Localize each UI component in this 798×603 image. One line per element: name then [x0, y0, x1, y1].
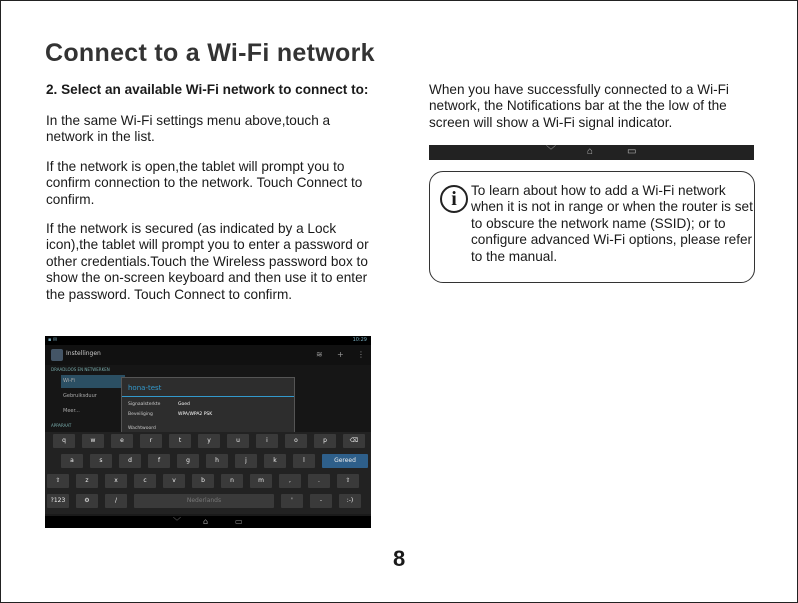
home-icon[interactable]: ⌂ — [203, 517, 209, 526]
paragraph-open-network: If the network is open,the tablet will prompt you to confirm connection to the network. Touch Connect to confirm. — [46, 159, 363, 207]
settings-action-bar — [45, 345, 371, 366]
add-network-icon: + — [337, 350, 344, 359]
keyboard-key[interactable]: Gereed — [322, 454, 368, 468]
dialog-divider — [122, 396, 294, 397]
keyboard-key[interactable]: q — [53, 434, 75, 448]
keyboard-key[interactable]: j — [235, 454, 257, 468]
recent-apps-icon[interactable]: ▭ — [235, 517, 243, 526]
page-number: 8 — [393, 546, 406, 571]
overflow-menu-icon: ⋮ — [357, 350, 365, 359]
keyboard-key[interactable]: c — [134, 474, 156, 488]
keyboard-key[interactable]: - — [310, 494, 332, 508]
keyboard-key[interactable]: Nederlands — [134, 494, 274, 508]
settings-app-title: Instellingen — [66, 350, 101, 357]
settings-app-icon — [51, 349, 63, 361]
notification-icons: ▪ ✉ — [48, 337, 58, 343]
keyboard-key[interactable]: b — [192, 474, 214, 488]
back-icon[interactable]: ﹀ — [173, 517, 181, 526]
system-nav-bar — [45, 516, 371, 528]
keyboard-key[interactable]: , — [279, 474, 301, 488]
security-label: Beveiliging — [128, 412, 153, 417]
section-label: DRAADLOOS EN NETWERKEN — [51, 367, 110, 372]
step-heading: 2. Select an available Wi-Fi network to connect to: — [46, 82, 369, 97]
keyboard-key[interactable]: m — [250, 474, 272, 488]
settings-list — [45, 365, 371, 432]
paragraph-connected: When you have successfully connected to a Wi-Fi network, the Notifications bar at the the low of the screen will show a Wi-Fi signal indicator. — [429, 82, 729, 130]
note-text: To learn about how to add a Wi-Fi network when it is not in range or when the router is set to obscure the network name (SSID); or to configure advanced Wi-Fi options, please refer to the manual. — [471, 183, 753, 264]
keyboard-key[interactable]: u — [227, 434, 249, 448]
keyboard-key[interactable]: ' — [281, 494, 303, 508]
keyboard-key[interactable]: :-) — [339, 494, 361, 508]
keyboard-key[interactable]: d — [119, 454, 141, 468]
keyboard-key[interactable]: p — [314, 434, 336, 448]
keyboard-key[interactable]: . — [308, 474, 330, 488]
keyboard-key[interactable]: ⇧ — [47, 474, 69, 488]
recent-apps-icon: ▭ — [627, 146, 637, 157]
keyboard-key[interactable]: n — [221, 474, 243, 488]
keyboard-key[interactable]: ?123 — [47, 494, 69, 508]
onscreen-keyboard — [45, 432, 371, 514]
keyboard-key[interactable]: f — [148, 454, 170, 468]
back-icon: ﹀ — [546, 146, 556, 157]
keyboard-key[interactable]: s — [90, 454, 112, 468]
tablet-screenshot — [45, 336, 371, 528]
keyboard-key[interactable]: t — [169, 434, 191, 448]
dialog-title: hona-test — [128, 384, 162, 392]
keyboard-key[interactable]: y — [198, 434, 220, 448]
keyboard-key[interactable]: o — [285, 434, 307, 448]
keyboard-key[interactable]: z — [76, 474, 98, 488]
status-bar — [45, 336, 371, 345]
home-icon: ⌂ — [587, 146, 594, 157]
paragraph-select-network: In the same Wi-Fi settings menu above,touch a network in the list. — [46, 113, 331, 145]
keyboard-key[interactable]: h — [206, 454, 228, 468]
signal-label: Signaalsterkte — [128, 402, 161, 407]
password-label: Wachtwoord — [128, 426, 156, 431]
page-title: Connect to a Wi-Fi network — [45, 39, 375, 67]
signal-value: Goed — [178, 402, 190, 407]
info-icon: i — [440, 185, 468, 213]
list-item-usage[interactable]: Gebruiksduur — [63, 393, 97, 399]
list-item-more[interactable]: Meer... — [63, 408, 80, 414]
notification-bar-illustration — [429, 145, 754, 160]
keyboard-key[interactable]: ⌫ — [343, 434, 365, 448]
keyboard-key[interactable]: v — [163, 474, 185, 488]
keyboard-key[interactable]: x — [105, 474, 127, 488]
section2-label: APPARAAT — [51, 423, 72, 428]
list-item-wifi[interactable]: Wi-Fi — [63, 378, 75, 384]
paragraph-secured-network: If the network is secured (as indicated by a Lock icon),the tablet will prompt you to enter a password or other credentials.Touch the Wireless password box to show the on-screen keyboard and then use it to enter the password. Touch Connect to confirm. — [46, 221, 369, 302]
wps-icon: ≋ — [316, 350, 323, 359]
keyboard-key[interactable]: r — [140, 434, 162, 448]
status-time: 10:29 — [352, 337, 367, 343]
keyboard-key[interactable]: e — [111, 434, 133, 448]
keyboard-key[interactable]: l — [293, 454, 315, 468]
keyboard-key[interactable]: ⚙ — [76, 494, 98, 508]
keyboard-key[interactable]: w — [82, 434, 104, 448]
keyboard-key[interactable]: ⇧ — [337, 474, 359, 488]
keyboard-key[interactable]: / — [105, 494, 127, 508]
keyboard-key[interactable]: g — [177, 454, 199, 468]
keyboard-key[interactable]: i — [256, 434, 278, 448]
keyboard-key[interactable]: k — [264, 454, 286, 468]
info-note-box — [429, 171, 755, 283]
security-value: WPA/WPA2 PSK — [178, 412, 213, 417]
keyboard-key[interactable]: a — [61, 454, 83, 468]
